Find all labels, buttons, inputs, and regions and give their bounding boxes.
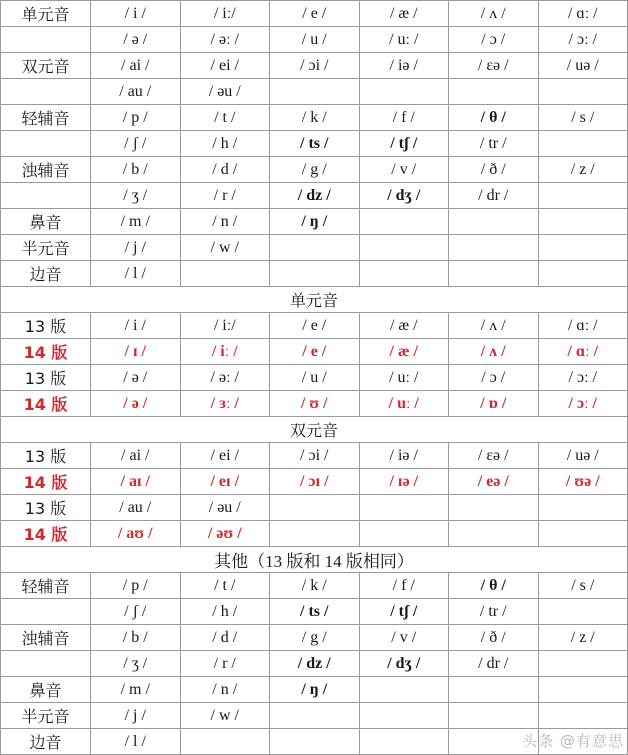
phoneme-cell: / v / xyxy=(359,157,449,183)
table-row xyxy=(1,495,628,521)
phoneme-cell: / b / xyxy=(91,625,181,651)
phoneme-cell xyxy=(538,521,628,547)
version-label: 13 版 xyxy=(1,365,91,391)
table-row xyxy=(1,27,628,53)
phoneme-cell xyxy=(359,677,449,703)
phoneme-cell: / n / xyxy=(180,677,270,703)
table-row xyxy=(1,131,628,157)
row-label: 双元音 xyxy=(1,53,91,79)
section-title: 双元音 xyxy=(1,417,628,443)
phoneme-cell: / s / xyxy=(538,105,628,131)
phoneme-cell: / eɪ / xyxy=(180,469,270,495)
phoneme-cell: / i / xyxy=(91,313,181,339)
table-row xyxy=(1,261,628,287)
phoneme-cell: / k / xyxy=(270,105,360,131)
table-row xyxy=(1,105,628,131)
section-title: 其他（13 版和 14 版相同） xyxy=(1,547,628,573)
watermark: 头条 @有意思 xyxy=(522,732,624,750)
phoneme-cell: / d / xyxy=(180,625,270,651)
row-label xyxy=(1,79,91,105)
phoneme-cell: / aʊ / xyxy=(91,521,181,547)
phoneme-cell: / ei / xyxy=(180,53,270,79)
phoneme-cell xyxy=(538,235,628,261)
phoneme-cell xyxy=(270,729,360,755)
table-row xyxy=(1,391,628,417)
version-label: 14 版 xyxy=(1,391,91,417)
phoneme-cell: / ɔː / xyxy=(538,365,628,391)
phoneme-cell: / iə / xyxy=(359,443,449,469)
phoneme-cell: / g / xyxy=(270,157,360,183)
row-label xyxy=(1,651,91,677)
version-label: 13 版 xyxy=(1,313,91,339)
phoneme-cell: / uː / xyxy=(359,365,449,391)
phoneme-cell: / iː/ xyxy=(180,313,270,339)
phoneme-cell: / uː / xyxy=(359,391,449,417)
phoneme-cell: / p / xyxy=(91,573,181,599)
phoneme-cell: / eə / xyxy=(449,469,539,495)
version-label: 13 版 xyxy=(1,443,91,469)
row-label: 半元音 xyxy=(1,703,91,729)
phoneme-cell: / ɔ / xyxy=(449,27,539,53)
phoneme-cell xyxy=(449,209,539,235)
table-row xyxy=(1,703,628,729)
phoneme-cell: / ð / xyxy=(449,157,539,183)
table-row xyxy=(1,313,628,339)
phoneme-cell: / ʊ / xyxy=(270,391,360,417)
phoneme-cell: / əː / xyxy=(180,27,270,53)
phoneme-cell: / æ / xyxy=(359,339,449,365)
phoneme-cell xyxy=(270,79,360,105)
phoneme-cell: / əʊ / xyxy=(180,521,270,547)
table-row xyxy=(1,1,628,27)
section-header-monophthong xyxy=(1,287,628,313)
phoneme-cell: / ai / xyxy=(91,53,181,79)
phoneme-cell: / uː / xyxy=(359,27,449,53)
phoneme-cell: / ei / xyxy=(180,443,270,469)
phoneme-cell: / w / xyxy=(180,235,270,261)
row-label: 边音 xyxy=(1,261,91,287)
row-label xyxy=(1,131,91,157)
phoneme-cell xyxy=(359,235,449,261)
phoneme-cell: / ts / xyxy=(270,131,360,157)
row-label: 浊辅音 xyxy=(1,625,91,651)
phoneme-cell: / ʃ / xyxy=(91,131,181,157)
phoneme-cell: / ʊə / xyxy=(538,469,628,495)
phoneme-cell: / tʃ / xyxy=(359,131,449,157)
phonetic-chart-old xyxy=(0,0,628,287)
phoneme-cell: / m / xyxy=(91,677,181,703)
phoneme-cell: / ɔɪ / xyxy=(270,469,360,495)
phoneme-cell: / j / xyxy=(91,703,181,729)
phoneme-cell xyxy=(538,703,628,729)
phoneme-cell: / w / xyxy=(180,703,270,729)
row-label xyxy=(1,599,91,625)
phoneme-cell: / r / xyxy=(180,651,270,677)
phoneme-cell: / ŋ / xyxy=(270,209,360,235)
phoneme-cell: / e / xyxy=(270,1,360,27)
phoneme-cell: / ð / xyxy=(449,625,539,651)
phoneme-cell: / t / xyxy=(180,573,270,599)
phoneme-cell: / iə / xyxy=(359,53,449,79)
phoneme-cell: / ɔi / xyxy=(270,53,360,79)
phoneme-cell xyxy=(449,703,539,729)
phoneme-cell: / v / xyxy=(359,625,449,651)
phoneme-cell xyxy=(270,521,360,547)
phoneme-cell: / θ / xyxy=(449,573,539,599)
table-row xyxy=(1,183,628,209)
phoneme-cell: / ɑː / xyxy=(538,313,628,339)
table-row xyxy=(1,573,628,599)
phoneme-cell: / dr / xyxy=(449,183,539,209)
row-label: 轻辅音 xyxy=(1,573,91,599)
table-row xyxy=(1,443,628,469)
phoneme-cell xyxy=(449,677,539,703)
row-label: 边音 xyxy=(1,729,91,755)
phoneme-cell: / ɛə / xyxy=(449,443,539,469)
section-header-other xyxy=(1,547,628,573)
phoneme-cell xyxy=(449,495,539,521)
phoneme-cell: / dʒ / xyxy=(359,651,449,677)
phoneme-cell: / j / xyxy=(91,235,181,261)
table-row xyxy=(1,651,628,677)
phoneme-cell xyxy=(538,79,628,105)
phoneme-cell: / f / xyxy=(359,573,449,599)
phoneme-cell: / z / xyxy=(538,625,628,651)
phoneme-cell: / ɔː / xyxy=(538,391,628,417)
phoneme-cell: / ə / xyxy=(91,27,181,53)
row-label xyxy=(1,183,91,209)
phoneme-cell xyxy=(538,599,628,625)
phoneme-cell: / aɪ / xyxy=(91,469,181,495)
phoneme-cell xyxy=(359,495,449,521)
phoneme-cell: / ʒ / xyxy=(91,651,181,677)
phoneme-cell: / ŋ / xyxy=(270,677,360,703)
phoneme-cell: / ts / xyxy=(270,599,360,625)
phoneme-cell: / l / xyxy=(91,261,181,287)
phoneme-cell xyxy=(538,209,628,235)
row-label: 鼻音 xyxy=(1,677,91,703)
table-row xyxy=(1,625,628,651)
table-row xyxy=(1,209,628,235)
version-label: 13 版 xyxy=(1,495,91,521)
phoneme-cell: / əu / xyxy=(180,79,270,105)
phoneme-cell xyxy=(538,183,628,209)
table-row xyxy=(1,157,628,183)
phoneme-cell xyxy=(538,495,628,521)
phoneme-cell: / ɜː / xyxy=(180,391,270,417)
phoneme-cell: / e / xyxy=(270,339,360,365)
table-row xyxy=(1,469,628,495)
phoneme-cell: / ə / xyxy=(91,391,181,417)
phoneme-cell: / θ / xyxy=(449,105,539,131)
phoneme-cell: / p / xyxy=(91,105,181,131)
phoneme-cell: / iː / xyxy=(180,339,270,365)
phoneme-cell: / ɒ / xyxy=(449,391,539,417)
phoneme-cell: / əu / xyxy=(180,495,270,521)
phoneme-cell: / ʒ / xyxy=(91,183,181,209)
phoneme-cell: / e / xyxy=(270,313,360,339)
phoneme-cell: / d / xyxy=(180,157,270,183)
table-row xyxy=(1,339,628,365)
table-row xyxy=(1,599,628,625)
row-label: 轻辅音 xyxy=(1,105,91,131)
phoneme-cell xyxy=(359,521,449,547)
phoneme-cell xyxy=(180,729,270,755)
section-header-diphthong xyxy=(1,417,628,443)
version-label: 14 版 xyxy=(1,469,91,495)
table-row xyxy=(1,79,628,105)
row-label: 单元音 xyxy=(1,1,91,27)
phoneme-cell: / æ / xyxy=(359,1,449,27)
phoneme-cell: / f / xyxy=(359,105,449,131)
phoneme-cell: / ai / xyxy=(91,443,181,469)
phoneme-cell: / k / xyxy=(270,573,360,599)
version-label: 14 版 xyxy=(1,521,91,547)
phoneme-cell xyxy=(359,261,449,287)
table-row xyxy=(1,365,628,391)
phoneme-cell: / r / xyxy=(180,183,270,209)
phoneme-cell xyxy=(359,79,449,105)
phoneme-cell xyxy=(359,703,449,729)
section-title: 单元音 xyxy=(1,287,628,313)
phoneme-cell: / au / xyxy=(91,79,181,105)
phoneme-cell: / ɑː / xyxy=(538,1,628,27)
phoneme-cell: / dz / xyxy=(270,183,360,209)
phoneme-cell: / ʃ / xyxy=(91,599,181,625)
phoneme-cell: / z / xyxy=(538,157,628,183)
phoneme-cell xyxy=(270,703,360,729)
phoneme-cell: / l / xyxy=(91,729,181,755)
phoneme-cell: / ɑː / xyxy=(538,339,628,365)
version-label: 14 版 xyxy=(1,339,91,365)
phoneme-cell: / ɔ / xyxy=(449,365,539,391)
phoneme-cell: / t / xyxy=(180,105,270,131)
phoneme-cell xyxy=(538,261,628,287)
phoneme-cell xyxy=(449,261,539,287)
phoneme-cell: / ɔː / xyxy=(538,27,628,53)
phoneme-cell: / u / xyxy=(270,27,360,53)
phoneme-cell: / dʒ / xyxy=(359,183,449,209)
phoneme-cell xyxy=(270,495,360,521)
phoneme-cell: / s / xyxy=(538,573,628,599)
phoneme-cell xyxy=(270,261,360,287)
phoneme-cell xyxy=(270,235,360,261)
phoneme-cell: / h / xyxy=(180,131,270,157)
phoneme-cell: / u / xyxy=(270,365,360,391)
phoneme-cell xyxy=(538,677,628,703)
row-label: 半元音 xyxy=(1,235,91,261)
phoneme-cell: / tʃ / xyxy=(359,599,449,625)
phoneme-cell xyxy=(359,209,449,235)
phoneme-cell: / əː / xyxy=(180,365,270,391)
phoneme-cell xyxy=(449,79,539,105)
phoneme-cell: / ɪ / xyxy=(91,339,181,365)
table-row xyxy=(1,53,628,79)
phoneme-cell: / m / xyxy=(91,209,181,235)
row-label: 鼻音 xyxy=(1,209,91,235)
phoneme-cell xyxy=(449,235,539,261)
phoneme-cell: / h / xyxy=(180,599,270,625)
phoneme-cell: / n / xyxy=(180,209,270,235)
phoneme-cell xyxy=(359,729,449,755)
phoneme-cell: / ɔi / xyxy=(270,443,360,469)
phoneme-cell: / g / xyxy=(270,625,360,651)
phoneme-cell: / uə / xyxy=(538,53,628,79)
phoneme-cell: / b / xyxy=(91,157,181,183)
table-row xyxy=(1,235,628,261)
phoneme-cell: / ʌ / xyxy=(449,1,539,27)
row-label xyxy=(1,27,91,53)
phoneme-cell: / uə / xyxy=(538,443,628,469)
phoneme-cell: / ʌ / xyxy=(449,339,539,365)
phoneme-cell: / tr / xyxy=(449,599,539,625)
table-row xyxy=(1,677,628,703)
phoneme-cell xyxy=(449,521,539,547)
row-label: 浊辅音 xyxy=(1,157,91,183)
phoneme-cell: / dz / xyxy=(270,651,360,677)
phoneme-cell: / dr / xyxy=(449,651,539,677)
phoneme-cell: / ʌ / xyxy=(449,313,539,339)
phoneme-cell: / ɪə / xyxy=(359,469,449,495)
phonetic-comparison-chart xyxy=(0,286,628,755)
phoneme-cell: / ɛə / xyxy=(449,53,539,79)
phoneme-cell: / i / xyxy=(91,1,181,27)
phoneme-cell: / ə / xyxy=(91,365,181,391)
phoneme-cell xyxy=(180,261,270,287)
phoneme-cell xyxy=(538,651,628,677)
phoneme-cell xyxy=(538,131,628,157)
table-row xyxy=(1,521,628,547)
phoneme-cell: / tr / xyxy=(449,131,539,157)
phoneme-cell: / au / xyxy=(91,495,181,521)
phoneme-cell: / æ / xyxy=(359,313,449,339)
phoneme-cell: / iː/ xyxy=(180,1,270,27)
